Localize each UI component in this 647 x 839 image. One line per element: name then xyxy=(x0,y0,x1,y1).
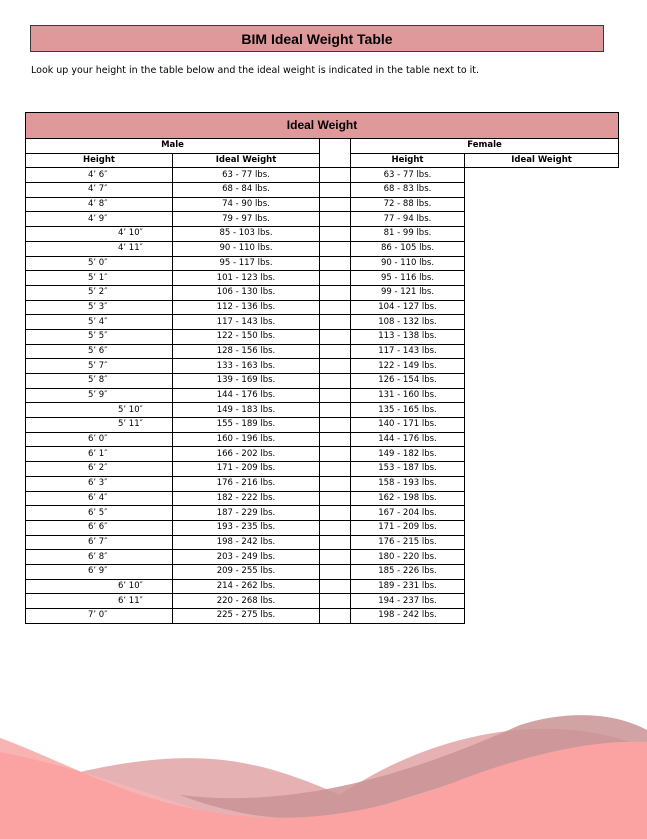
female-height-cell xyxy=(320,609,351,624)
male-height-cell: 4’ 10″ xyxy=(26,227,173,242)
female-height-cell xyxy=(320,403,351,418)
female-weight-cell: 158 - 193 lbs. xyxy=(351,476,465,491)
female-weight-cell: 72 - 88 lbs. xyxy=(351,197,465,212)
female-height-cell xyxy=(320,388,351,403)
female-weight-cell: 90 - 110 lbs. xyxy=(351,256,465,271)
female-height-cell xyxy=(320,256,351,271)
female-weight-cell: 81 - 99 lbs. xyxy=(351,227,465,242)
table-row xyxy=(26,241,619,256)
female-height-cell xyxy=(320,506,351,521)
male-height-cell: 6’ 6″ xyxy=(26,520,173,535)
intro-text: Look up your height in the table below and the ideal weight is indicated in the table next to it. xyxy=(31,65,480,76)
page-title-banner xyxy=(30,25,604,52)
male-height-cell: 4’ 6″ xyxy=(26,168,173,183)
ideal-weight-table xyxy=(25,112,619,624)
female-weight-cell: 68 - 83 lbs. xyxy=(351,183,465,198)
table-row xyxy=(26,447,619,462)
male-height-cell: 4’ 7″ xyxy=(26,183,173,198)
male-weight-cell: 68 - 84 lbs. xyxy=(173,183,320,198)
table-row xyxy=(26,520,619,535)
female-weight-cell: 113 - 138 lbs. xyxy=(351,329,465,344)
male-group-header: Male xyxy=(26,139,320,154)
male-height-cell: 5’ 4″ xyxy=(26,315,173,330)
male-height-cell: 6’ 7″ xyxy=(26,535,173,550)
male-weight-cell: 160 - 196 lbs. xyxy=(173,432,320,447)
male-height-cell: 5’ 11″ xyxy=(26,418,173,433)
female-weight-cell: 180 - 220 lbs. xyxy=(351,550,465,565)
male-height-cell: 5’ 6″ xyxy=(26,344,173,359)
female-height-cell xyxy=(320,447,351,462)
male-weight-cell: 133 - 163 lbs. xyxy=(173,359,320,374)
female-weight-cell: 198 - 242 lbs. xyxy=(351,609,465,624)
male-height-cell: 6’ 0″ xyxy=(26,432,173,447)
table-row xyxy=(26,197,619,212)
male-height-cell: 4’ 9″ xyxy=(26,212,173,227)
male-weight-cell: 182 - 222 lbs. xyxy=(173,491,320,506)
female-weight-cell: 104 - 127 lbs. xyxy=(351,300,465,315)
male-height-header: Height xyxy=(26,153,173,168)
table-row xyxy=(26,535,619,550)
female-height-cell xyxy=(320,535,351,550)
male-weight-cell: 155 - 189 lbs. xyxy=(173,418,320,433)
female-height-cell xyxy=(320,344,351,359)
table-row xyxy=(26,359,619,374)
male-height-cell: 5’ 2″ xyxy=(26,285,173,300)
female-weight-cell: 162 - 198 lbs. xyxy=(351,491,465,506)
table-row xyxy=(26,329,619,344)
female-height-cell xyxy=(320,168,351,183)
male-weight-cell: 85 - 103 lbs. xyxy=(173,227,320,242)
male-height-cell: 6’ 2″ xyxy=(26,462,173,477)
male-weight-cell: 176 - 216 lbs. xyxy=(173,476,320,491)
male-height-cell: 5’ 8″ xyxy=(26,374,173,389)
female-height-cell xyxy=(320,197,351,212)
female-height-cell xyxy=(320,550,351,565)
decorative-wave xyxy=(0,700,647,839)
female-height-cell xyxy=(320,227,351,242)
table-row xyxy=(26,388,619,403)
table-row xyxy=(26,506,619,521)
table-row xyxy=(26,579,619,594)
male-height-cell: 5’ 0″ xyxy=(26,256,173,271)
table-row xyxy=(26,183,619,198)
male-weight-cell: 90 - 110 lbs. xyxy=(173,241,320,256)
female-weight-cell: 95 - 116 lbs. xyxy=(351,271,465,286)
male-weight-cell: 203 - 249 lbs. xyxy=(173,550,320,565)
female-weight-cell: 135 - 165 lbs. xyxy=(351,403,465,418)
male-height-cell: 5’ 5″ xyxy=(26,329,173,344)
table-row xyxy=(26,374,619,389)
female-weight-cell: 117 - 143 lbs. xyxy=(351,344,465,359)
male-height-cell: 5’ 10″ xyxy=(26,403,173,418)
male-weight-cell: 166 - 202 lbs. xyxy=(173,447,320,462)
male-height-cell: 6’ 3″ xyxy=(26,476,173,491)
male-height-cell: 6’ 5″ xyxy=(26,506,173,521)
female-height-cell xyxy=(320,183,351,198)
female-weight-cell: 63 - 77 lbs. xyxy=(351,168,465,183)
table-row xyxy=(26,564,619,579)
table-banner: Ideal Weight xyxy=(26,113,619,139)
male-weight-cell: 187 - 229 lbs. xyxy=(173,506,320,521)
female-height-cell xyxy=(320,432,351,447)
female-height-cell xyxy=(320,418,351,433)
table-row xyxy=(26,491,619,506)
male-weight-cell: 122 - 150 lbs. xyxy=(173,329,320,344)
female-height-cell xyxy=(320,329,351,344)
column-gap xyxy=(320,139,351,168)
male-weight-cell: 63 - 77 lbs. xyxy=(173,168,320,183)
male-height-cell: 6’ 10″ xyxy=(26,579,173,594)
female-weight-cell: 149 - 182 lbs. xyxy=(351,447,465,462)
table-row xyxy=(26,403,619,418)
male-weight-cell: 220 - 268 lbs. xyxy=(173,594,320,609)
female-height-cell xyxy=(320,476,351,491)
female-weight-cell: 99 - 121 lbs. xyxy=(351,285,465,300)
male-weight-cell: 209 - 255 lbs. xyxy=(173,564,320,579)
table-row xyxy=(26,212,619,227)
female-height-cell xyxy=(320,285,351,300)
male-height-cell: 5’ 7″ xyxy=(26,359,173,374)
male-weight-cell: 225 - 275 lbs. xyxy=(173,609,320,624)
male-height-cell: 4’ 11″ xyxy=(26,241,173,256)
female-weight-cell: 144 - 176 lbs. xyxy=(351,432,465,447)
female-height-cell xyxy=(320,520,351,535)
table-row xyxy=(26,315,619,330)
page-title: BIM Ideal Weight Table xyxy=(241,30,393,47)
table-row xyxy=(26,256,619,271)
female-weight-cell: 77 - 94 lbs. xyxy=(351,212,465,227)
female-weight-cell: 140 - 171 lbs. xyxy=(351,418,465,433)
male-height-cell: 7’ 0″ xyxy=(26,609,173,624)
male-weight-cell: 117 - 143 lbs. xyxy=(173,315,320,330)
female-height-cell xyxy=(320,564,351,579)
male-height-cell: 6’ 11″ xyxy=(26,594,173,609)
female-height-cell xyxy=(320,374,351,389)
table-row xyxy=(26,168,619,183)
table-row xyxy=(26,462,619,477)
table-row xyxy=(26,227,619,242)
female-weight-cell: 126 - 154 lbs. xyxy=(351,374,465,389)
table-row xyxy=(26,594,619,609)
female-weight-cell: 185 - 226 lbs. xyxy=(351,564,465,579)
male-weight-header: Ideal Weight xyxy=(173,153,320,168)
table-row xyxy=(26,418,619,433)
male-weight-cell: 214 - 262 lbs. xyxy=(173,579,320,594)
male-weight-cell: 193 - 235 lbs. xyxy=(173,520,320,535)
female-weight-cell: 131 - 160 lbs. xyxy=(351,388,465,403)
female-weight-cell: 194 - 237 lbs. xyxy=(351,594,465,609)
male-height-cell: 6’ 4″ xyxy=(26,491,173,506)
female-weight-cell: 153 - 187 lbs. xyxy=(351,462,465,477)
male-height-cell: 6’ 9″ xyxy=(26,564,173,579)
female-weight-cell: 122 - 149 lbs. xyxy=(351,359,465,374)
female-group-header: Female xyxy=(351,139,619,154)
table-row xyxy=(26,344,619,359)
female-height-cell xyxy=(320,491,351,506)
female-height-cell xyxy=(320,241,351,256)
female-height-cell xyxy=(320,271,351,286)
male-weight-cell: 79 - 97 lbs. xyxy=(173,212,320,227)
female-height-cell xyxy=(320,300,351,315)
female-height-cell xyxy=(320,315,351,330)
male-height-cell: 4’ 8″ xyxy=(26,197,173,212)
female-weight-cell: 86 - 105 lbs. xyxy=(351,241,465,256)
female-weight-cell: 167 - 204 lbs. xyxy=(351,506,465,521)
male-weight-cell: 144 - 176 lbs. xyxy=(173,388,320,403)
table-row xyxy=(26,476,619,491)
table-row xyxy=(26,271,619,286)
male-height-cell: 5’ 9″ xyxy=(26,388,173,403)
female-weight-cell: 108 - 132 lbs. xyxy=(351,315,465,330)
female-height-header: Height xyxy=(351,153,465,168)
table-row xyxy=(26,432,619,447)
male-weight-cell: 171 - 209 lbs. xyxy=(173,462,320,477)
male-weight-cell: 198 - 242 lbs. xyxy=(173,535,320,550)
male-height-cell: 5’ 3″ xyxy=(26,300,173,315)
table-row xyxy=(26,550,619,565)
male-weight-cell: 106 - 130 lbs. xyxy=(173,285,320,300)
female-weight-header: Ideal Weight xyxy=(465,153,619,168)
female-height-cell xyxy=(320,212,351,227)
male-height-cell: 6’ 8″ xyxy=(26,550,173,565)
male-weight-cell: 101 - 123 lbs. xyxy=(173,271,320,286)
female-weight-cell: 176 - 215 lbs. xyxy=(351,535,465,550)
male-weight-cell: 128 - 156 lbs. xyxy=(173,344,320,359)
female-weight-cell: 171 - 209 lbs. xyxy=(351,520,465,535)
male-weight-cell: 139 - 169 lbs. xyxy=(173,374,320,389)
table-row xyxy=(26,609,619,624)
female-height-cell xyxy=(320,359,351,374)
female-weight-cell: 189 - 231 lbs. xyxy=(351,579,465,594)
male-weight-cell: 112 - 136 lbs. xyxy=(173,300,320,315)
female-height-cell xyxy=(320,579,351,594)
male-weight-cell: 95 - 117 lbs. xyxy=(173,256,320,271)
table-row xyxy=(26,300,619,315)
female-height-cell xyxy=(320,594,351,609)
male-height-cell: 6’ 1″ xyxy=(26,447,173,462)
male-height-cell: 5’ 1″ xyxy=(26,271,173,286)
male-weight-cell: 74 - 90 lbs. xyxy=(173,197,320,212)
male-weight-cell: 149 - 183 lbs. xyxy=(173,403,320,418)
table-row xyxy=(26,285,619,300)
female-height-cell xyxy=(320,462,351,477)
